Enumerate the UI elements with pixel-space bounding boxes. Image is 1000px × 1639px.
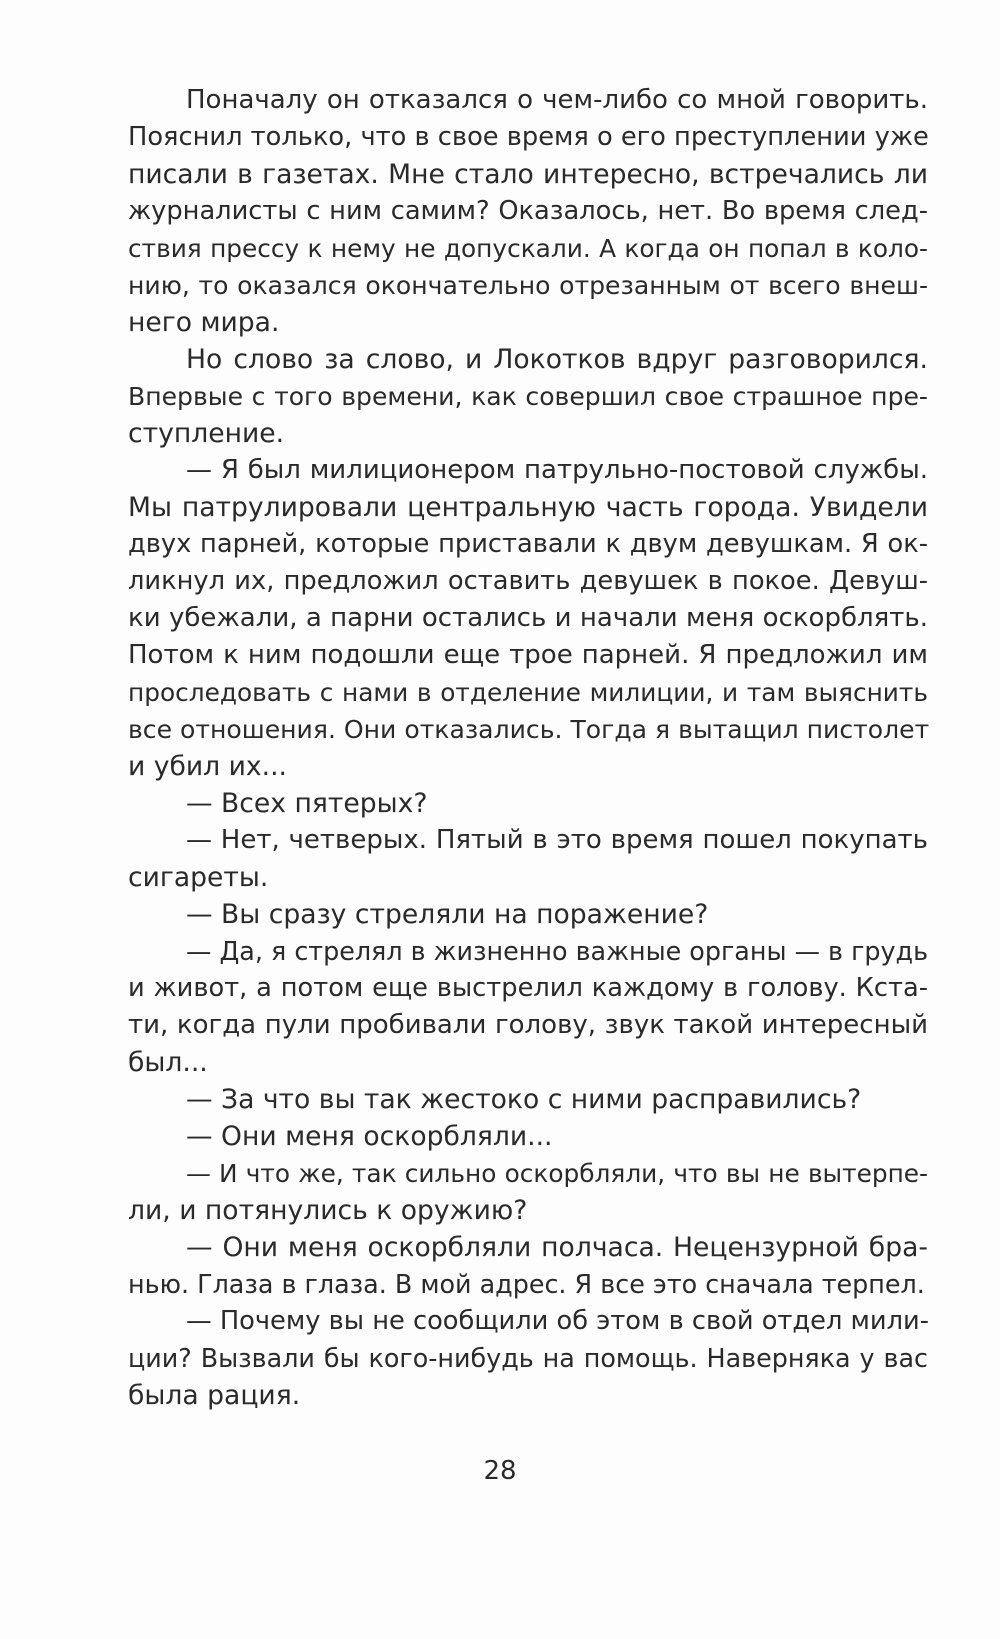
text-line: писали в газетах. Мне стало интересно, встречались ли bbox=[128, 159, 928, 190]
text-line: была рация. bbox=[128, 1380, 301, 1411]
text-line: ции? Вызвали бы кого-нибудь на помощь. Наверняка у вас bbox=[128, 1343, 928, 1373]
text-line: журналисты с ним самим? Оказалось, нет. Во время след- bbox=[128, 196, 928, 226]
text-line: нию, то оказался окончательно отрезанным от всего внеш- bbox=[128, 271, 928, 300]
paragraph-first-line: — Почему вы не сообщили об этом в свой отдел мили- bbox=[186, 1306, 929, 1336]
paragraph-first-line: — Нет, четверых. Пятый в это время пошел покупать bbox=[186, 825, 928, 855]
paragraph-first-line: — И что же, так сильно оскорбляли, что вы не вытерпе- bbox=[186, 1159, 928, 1188]
paragraph-first-line: — Вы сразу стреляли на поражение? bbox=[186, 899, 709, 930]
text-line: Потом к ним подошли еще трое парней. Я предложил им bbox=[128, 640, 928, 670]
paragraph-first-line: — Они меня оскорбляли полчаса. Нецензурной бра- bbox=[186, 1232, 928, 1263]
text-line: Впервые с того времени, как совершил свое страшное пре- bbox=[128, 382, 928, 411]
text-line: и убил их... bbox=[128, 751, 287, 782]
text-line: ли, и потянулись к оружию? bbox=[128, 1195, 528, 1226]
text-line: все отношения. Они отказались. Тогда я вытащил пистолет bbox=[128, 715, 930, 744]
text-line: проследовать с нами в отделение милиции, и там выяснить bbox=[128, 678, 928, 707]
text-line: ки убежали, а парни остались и начали меня оскорблять. bbox=[128, 603, 928, 633]
text-line: нью. Глаза в глаза. В мой адрес. Я все это сначала терпел. bbox=[128, 1269, 925, 1299]
paragraph-first-line: — Да, я стрелял в жизненно важные органы — в грудь bbox=[186, 936, 929, 966]
paragraph-first-line: Поначалу он отказался о чем-либо со мной говорить. bbox=[186, 85, 928, 115]
page-number: 28 bbox=[483, 1456, 517, 1486]
paragraph-first-line: — Я был милиционером патрульно-постовой службы. bbox=[186, 455, 928, 485]
text-line: Пояснил только, что в свое время о его преступлении уже bbox=[128, 122, 929, 152]
paragraph-first-line: — Они меня оскорбляли... bbox=[186, 1121, 553, 1152]
paragraph-first-line: — Всех пятерых? bbox=[186, 788, 428, 819]
text-line: Мы патрулировали центральную часть города. Увидели bbox=[128, 492, 928, 523]
paragraph-first-line: — За что вы так жестоко с ними расправились? bbox=[186, 1084, 862, 1115]
text-line: ствия прессу к нему не допускали. А когда он попал в коло- bbox=[128, 234, 928, 263]
text-line: ти, когда пули пробивали голову, звук такой интересный bbox=[128, 1010, 928, 1040]
paragraph-first-line: Но слово за слово, и Локотков вдруг разговорился. bbox=[186, 344, 928, 375]
text-line: и живот, а потом еще выстрелил каждому в голову. Кста- bbox=[128, 973, 928, 1003]
text-line: двух парней, которые приставали к двум девушкам. Я ок- bbox=[128, 529, 928, 559]
text-line: ликнул их, предложил оставить девушек в покое. Девуш- bbox=[128, 566, 928, 596]
text-line: был... bbox=[128, 1047, 208, 1078]
text-line: сигареты. bbox=[128, 862, 269, 893]
body-text bbox=[128, 82, 928, 1414]
text-line: ступление. bbox=[128, 418, 285, 449]
text-line: него мира. bbox=[128, 307, 280, 338]
